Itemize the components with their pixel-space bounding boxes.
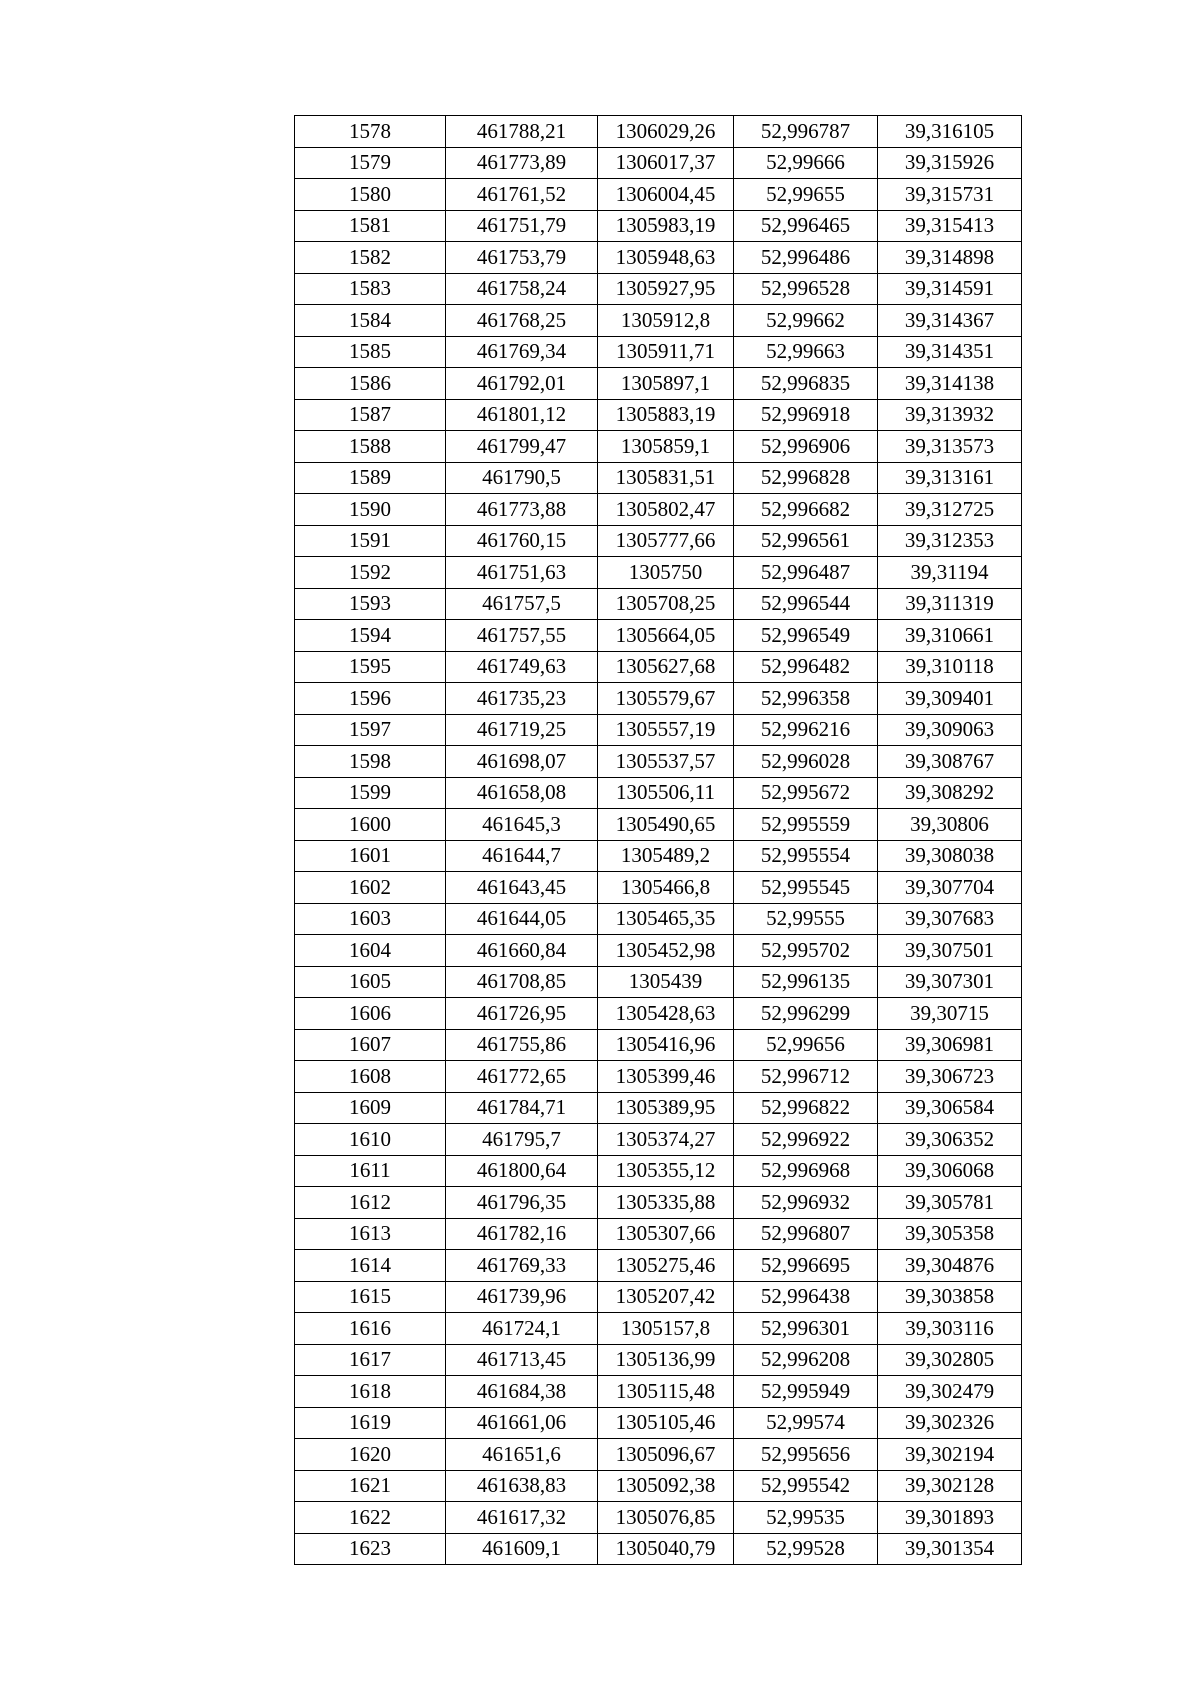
latitude-cell: 52,996549 xyxy=(734,620,878,652)
y-coordinate-cell: 1305911,71 xyxy=(598,336,734,368)
point-number-cell: 1618 xyxy=(295,1376,446,1408)
x-coordinate-cell: 461708,85 xyxy=(446,966,598,998)
longitude-cell: 39,314898 xyxy=(878,242,1022,274)
x-coordinate-cell: 461772,65 xyxy=(446,1061,598,1093)
latitude-cell: 52,995672 xyxy=(734,777,878,809)
table-row xyxy=(295,651,1022,683)
latitude-cell: 52,99662 xyxy=(734,305,878,337)
longitude-cell: 39,306584 xyxy=(878,1092,1022,1124)
latitude-cell: 52,996712 xyxy=(734,1061,878,1093)
longitude-cell: 39,307301 xyxy=(878,966,1022,998)
latitude-cell: 52,996695 xyxy=(734,1250,878,1282)
point-number-cell: 1610 xyxy=(295,1124,446,1156)
latitude-cell: 52,996135 xyxy=(734,966,878,998)
x-coordinate-cell: 461658,08 xyxy=(446,777,598,809)
y-coordinate-cell: 1305537,57 xyxy=(598,746,734,778)
point-number-cell: 1611 xyxy=(295,1155,446,1187)
x-coordinate-cell: 461751,79 xyxy=(446,210,598,242)
table-row xyxy=(295,1029,1022,1061)
x-coordinate-cell: 461757,5 xyxy=(446,588,598,620)
y-coordinate-cell: 1305115,48 xyxy=(598,1376,734,1408)
latitude-cell: 52,996968 xyxy=(734,1155,878,1187)
y-coordinate-cell: 1305105,46 xyxy=(598,1407,734,1439)
table-row xyxy=(295,557,1022,589)
x-coordinate-cell: 461643,45 xyxy=(446,872,598,904)
point-number-cell: 1601 xyxy=(295,840,446,872)
table-row xyxy=(295,1187,1022,1219)
point-number-cell: 1616 xyxy=(295,1313,446,1345)
table-row xyxy=(295,683,1022,715)
point-number-cell: 1584 xyxy=(295,305,446,337)
table-row xyxy=(295,714,1022,746)
table-row xyxy=(295,431,1022,463)
y-coordinate-cell: 1305831,51 xyxy=(598,462,734,494)
latitude-cell: 52,99535 xyxy=(734,1502,878,1534)
y-coordinate-cell: 1305750 xyxy=(598,557,734,589)
latitude-cell: 52,99663 xyxy=(734,336,878,368)
longitude-cell: 39,310118 xyxy=(878,651,1022,683)
table-row xyxy=(295,998,1022,1030)
y-coordinate-cell: 1305883,19 xyxy=(598,399,734,431)
x-coordinate-cell: 461790,5 xyxy=(446,462,598,494)
latitude-cell: 52,99656 xyxy=(734,1029,878,1061)
y-coordinate-cell: 1305416,96 xyxy=(598,1029,734,1061)
longitude-cell: 39,31194 xyxy=(878,557,1022,589)
x-coordinate-cell: 461782,16 xyxy=(446,1218,598,1250)
latitude-cell: 52,996828 xyxy=(734,462,878,494)
latitude-cell: 52,996835 xyxy=(734,368,878,400)
point-number-cell: 1588 xyxy=(295,431,446,463)
longitude-cell: 39,302128 xyxy=(878,1470,1022,1502)
x-coordinate-cell: 461645,3 xyxy=(446,809,598,841)
y-coordinate-cell: 1305664,05 xyxy=(598,620,734,652)
x-coordinate-cell: 461684,38 xyxy=(446,1376,598,1408)
table-row xyxy=(295,1061,1022,1093)
point-number-cell: 1586 xyxy=(295,368,446,400)
longitude-cell: 39,309063 xyxy=(878,714,1022,746)
latitude-cell: 52,996301 xyxy=(734,1313,878,1345)
y-coordinate-cell: 1305389,95 xyxy=(598,1092,734,1124)
longitude-cell: 39,301893 xyxy=(878,1502,1022,1534)
y-coordinate-cell: 1305777,66 xyxy=(598,525,734,557)
latitude-cell: 52,995702 xyxy=(734,935,878,967)
latitude-cell: 52,996932 xyxy=(734,1187,878,1219)
x-coordinate-cell: 461749,63 xyxy=(446,651,598,683)
point-number-cell: 1590 xyxy=(295,494,446,526)
latitude-cell: 52,995949 xyxy=(734,1376,878,1408)
coordinates-table-body xyxy=(295,116,1022,1565)
y-coordinate-cell: 1305466,8 xyxy=(598,872,734,904)
y-coordinate-cell: 1305579,67 xyxy=(598,683,734,715)
table-row xyxy=(295,210,1022,242)
point-number-cell: 1614 xyxy=(295,1250,446,1282)
table-row xyxy=(295,746,1022,778)
table-row xyxy=(295,903,1022,935)
y-coordinate-cell: 1305428,63 xyxy=(598,998,734,1030)
y-coordinate-cell: 1305927,95 xyxy=(598,273,734,305)
table-row xyxy=(295,1502,1022,1534)
latitude-cell: 52,995545 xyxy=(734,872,878,904)
y-coordinate-cell: 1305374,27 xyxy=(598,1124,734,1156)
point-number-cell: 1603 xyxy=(295,903,446,935)
x-coordinate-cell: 461784,71 xyxy=(446,1092,598,1124)
point-number-cell: 1579 xyxy=(295,147,446,179)
longitude-cell: 39,314591 xyxy=(878,273,1022,305)
point-number-cell: 1581 xyxy=(295,210,446,242)
longitude-cell: 39,302326 xyxy=(878,1407,1022,1439)
y-coordinate-cell: 1305465,35 xyxy=(598,903,734,935)
table-row xyxy=(295,588,1022,620)
x-coordinate-cell: 461644,05 xyxy=(446,903,598,935)
table-row xyxy=(295,494,1022,526)
y-coordinate-cell: 1305355,12 xyxy=(598,1155,734,1187)
y-coordinate-cell: 1305912,8 xyxy=(598,305,734,337)
table-row xyxy=(295,305,1022,337)
table-row xyxy=(295,1470,1022,1502)
y-coordinate-cell: 1305557,19 xyxy=(598,714,734,746)
y-coordinate-cell: 1305708,25 xyxy=(598,588,734,620)
y-coordinate-cell: 1305439 xyxy=(598,966,734,998)
point-number-cell: 1604 xyxy=(295,935,446,967)
latitude-cell: 52,996358 xyxy=(734,683,878,715)
latitude-cell: 52,996822 xyxy=(734,1092,878,1124)
y-coordinate-cell: 1305076,85 xyxy=(598,1502,734,1534)
y-coordinate-cell: 1305897,1 xyxy=(598,368,734,400)
latitude-cell: 52,99555 xyxy=(734,903,878,935)
x-coordinate-cell: 461739,96 xyxy=(446,1281,598,1313)
x-coordinate-cell: 461757,55 xyxy=(446,620,598,652)
y-coordinate-cell: 1306004,45 xyxy=(598,179,734,211)
point-number-cell: 1578 xyxy=(295,116,446,148)
x-coordinate-cell: 461760,15 xyxy=(446,525,598,557)
longitude-cell: 39,302479 xyxy=(878,1376,1022,1408)
y-coordinate-cell: 1305859,1 xyxy=(598,431,734,463)
latitude-cell: 52,996208 xyxy=(734,1344,878,1376)
point-number-cell: 1619 xyxy=(295,1407,446,1439)
table-row xyxy=(295,1250,1022,1282)
latitude-cell: 52,996922 xyxy=(734,1124,878,1156)
table-row xyxy=(295,872,1022,904)
point-number-cell: 1580 xyxy=(295,179,446,211)
latitude-cell: 52,996465 xyxy=(734,210,878,242)
latitude-cell: 52,996807 xyxy=(734,1218,878,1250)
point-number-cell: 1615 xyxy=(295,1281,446,1313)
x-coordinate-cell: 461799,47 xyxy=(446,431,598,463)
y-coordinate-cell: 1305452,98 xyxy=(598,935,734,967)
point-number-cell: 1596 xyxy=(295,683,446,715)
y-coordinate-cell: 1305040,79 xyxy=(598,1533,734,1565)
latitude-cell: 52,99666 xyxy=(734,147,878,179)
y-coordinate-cell: 1305802,47 xyxy=(598,494,734,526)
y-coordinate-cell: 1305399,46 xyxy=(598,1061,734,1093)
point-number-cell: 1599 xyxy=(295,777,446,809)
table-row xyxy=(295,368,1022,400)
latitude-cell: 52,996682 xyxy=(734,494,878,526)
x-coordinate-cell: 461719,25 xyxy=(446,714,598,746)
y-coordinate-cell: 1305136,99 xyxy=(598,1344,734,1376)
longitude-cell: 39,312353 xyxy=(878,525,1022,557)
y-coordinate-cell: 1305490,65 xyxy=(598,809,734,841)
longitude-cell: 39,314367 xyxy=(878,305,1022,337)
table-row xyxy=(295,273,1022,305)
latitude-cell: 52,996906 xyxy=(734,431,878,463)
longitude-cell: 39,313932 xyxy=(878,399,1022,431)
y-coordinate-cell: 1305627,68 xyxy=(598,651,734,683)
latitude-cell: 52,99574 xyxy=(734,1407,878,1439)
table-row xyxy=(295,1439,1022,1471)
y-coordinate-cell: 1305096,67 xyxy=(598,1439,734,1471)
x-coordinate-cell: 461761,52 xyxy=(446,179,598,211)
longitude-cell: 39,307501 xyxy=(878,935,1022,967)
longitude-cell: 39,308292 xyxy=(878,777,1022,809)
point-number-cell: 1585 xyxy=(295,336,446,368)
table-row xyxy=(295,966,1022,998)
longitude-cell: 39,313573 xyxy=(878,431,1022,463)
table-row xyxy=(295,1376,1022,1408)
x-coordinate-cell: 461773,89 xyxy=(446,147,598,179)
table-row xyxy=(295,777,1022,809)
longitude-cell: 39,301354 xyxy=(878,1533,1022,1565)
y-coordinate-cell: 1306029,26 xyxy=(598,116,734,148)
table-row xyxy=(295,116,1022,148)
x-coordinate-cell: 461796,35 xyxy=(446,1187,598,1219)
latitude-cell: 52,996544 xyxy=(734,588,878,620)
x-coordinate-cell: 461755,86 xyxy=(446,1029,598,1061)
latitude-cell: 52,995554 xyxy=(734,840,878,872)
point-number-cell: 1606 xyxy=(295,998,446,1030)
longitude-cell: 39,306068 xyxy=(878,1155,1022,1187)
x-coordinate-cell: 461713,45 xyxy=(446,1344,598,1376)
x-coordinate-cell: 461638,83 xyxy=(446,1470,598,1502)
table-row xyxy=(295,1533,1022,1565)
y-coordinate-cell: 1305983,19 xyxy=(598,210,734,242)
table-row xyxy=(295,809,1022,841)
point-number-cell: 1612 xyxy=(295,1187,446,1219)
latitude-cell: 52,996561 xyxy=(734,525,878,557)
y-coordinate-cell: 1305506,11 xyxy=(598,777,734,809)
longitude-cell: 39,308038 xyxy=(878,840,1022,872)
point-number-cell: 1620 xyxy=(295,1439,446,1471)
x-coordinate-cell: 461801,12 xyxy=(446,399,598,431)
latitude-cell: 52,996028 xyxy=(734,746,878,778)
point-number-cell: 1623 xyxy=(295,1533,446,1565)
x-coordinate-cell: 461644,7 xyxy=(446,840,598,872)
point-number-cell: 1613 xyxy=(295,1218,446,1250)
longitude-cell: 39,308767 xyxy=(878,746,1022,778)
latitude-cell: 52,996216 xyxy=(734,714,878,746)
y-coordinate-cell: 1305275,46 xyxy=(598,1250,734,1282)
longitude-cell: 39,30806 xyxy=(878,809,1022,841)
table-row xyxy=(295,1344,1022,1376)
y-coordinate-cell: 1305207,42 xyxy=(598,1281,734,1313)
longitude-cell: 39,312725 xyxy=(878,494,1022,526)
point-number-cell: 1608 xyxy=(295,1061,446,1093)
table-row xyxy=(295,147,1022,179)
longitude-cell: 39,30715 xyxy=(878,998,1022,1030)
point-number-cell: 1617 xyxy=(295,1344,446,1376)
x-coordinate-cell: 461660,84 xyxy=(446,935,598,967)
x-coordinate-cell: 461735,23 xyxy=(446,683,598,715)
table-row xyxy=(295,1218,1022,1250)
longitude-cell: 39,303116 xyxy=(878,1313,1022,1345)
x-coordinate-cell: 461751,63 xyxy=(446,557,598,589)
x-coordinate-cell: 461792,01 xyxy=(446,368,598,400)
latitude-cell: 52,996438 xyxy=(734,1281,878,1313)
longitude-cell: 39,306723 xyxy=(878,1061,1022,1093)
x-coordinate-cell: 461788,21 xyxy=(446,116,598,148)
x-coordinate-cell: 461800,64 xyxy=(446,1155,598,1187)
latitude-cell: 52,99528 xyxy=(734,1533,878,1565)
y-coordinate-cell: 1306017,37 xyxy=(598,147,734,179)
table-row xyxy=(295,935,1022,967)
longitude-cell: 39,303858 xyxy=(878,1281,1022,1313)
longitude-cell: 39,314138 xyxy=(878,368,1022,400)
latitude-cell: 52,99655 xyxy=(734,179,878,211)
x-coordinate-cell: 461753,79 xyxy=(446,242,598,274)
longitude-cell: 39,306981 xyxy=(878,1029,1022,1061)
table-row xyxy=(295,1155,1022,1187)
x-coordinate-cell: 461661,06 xyxy=(446,1407,598,1439)
table-row xyxy=(295,525,1022,557)
point-number-cell: 1595 xyxy=(295,651,446,683)
latitude-cell: 52,995542 xyxy=(734,1470,878,1502)
longitude-cell: 39,313161 xyxy=(878,462,1022,494)
table-row xyxy=(295,1407,1022,1439)
x-coordinate-cell: 461769,33 xyxy=(446,1250,598,1282)
longitude-cell: 39,306352 xyxy=(878,1124,1022,1156)
point-number-cell: 1607 xyxy=(295,1029,446,1061)
point-number-cell: 1602 xyxy=(295,872,446,904)
longitude-cell: 39,307704 xyxy=(878,872,1022,904)
point-number-cell: 1587 xyxy=(295,399,446,431)
latitude-cell: 52,995656 xyxy=(734,1439,878,1471)
x-coordinate-cell: 461758,24 xyxy=(446,273,598,305)
x-coordinate-cell: 461651,6 xyxy=(446,1439,598,1471)
longitude-cell: 39,315926 xyxy=(878,147,1022,179)
x-coordinate-cell: 461795,7 xyxy=(446,1124,598,1156)
point-number-cell: 1609 xyxy=(295,1092,446,1124)
y-coordinate-cell: 1305335,88 xyxy=(598,1187,734,1219)
x-coordinate-cell: 461773,88 xyxy=(446,494,598,526)
table-row xyxy=(295,1092,1022,1124)
latitude-cell: 52,996487 xyxy=(734,557,878,589)
point-number-cell: 1598 xyxy=(295,746,446,778)
point-number-cell: 1582 xyxy=(295,242,446,274)
longitude-cell: 39,316105 xyxy=(878,116,1022,148)
longitude-cell: 39,304876 xyxy=(878,1250,1022,1282)
table-row xyxy=(295,1281,1022,1313)
table-row xyxy=(295,1313,1022,1345)
point-number-cell: 1589 xyxy=(295,462,446,494)
point-number-cell: 1593 xyxy=(295,588,446,620)
longitude-cell: 39,310661 xyxy=(878,620,1022,652)
point-number-cell: 1605 xyxy=(295,966,446,998)
table-row xyxy=(295,399,1022,431)
x-coordinate-cell: 461617,32 xyxy=(446,1502,598,1534)
table-row xyxy=(295,336,1022,368)
x-coordinate-cell: 461609,1 xyxy=(446,1533,598,1565)
latitude-cell: 52,996299 xyxy=(734,998,878,1030)
longitude-cell: 39,315731 xyxy=(878,179,1022,211)
latitude-cell: 52,996787 xyxy=(734,116,878,148)
y-coordinate-cell: 1305092,38 xyxy=(598,1470,734,1502)
y-coordinate-cell: 1305948,63 xyxy=(598,242,734,274)
x-coordinate-cell: 461724,1 xyxy=(446,1313,598,1345)
table-row xyxy=(295,840,1022,872)
longitude-cell: 39,302805 xyxy=(878,1344,1022,1376)
point-number-cell: 1597 xyxy=(295,714,446,746)
table-row xyxy=(295,462,1022,494)
longitude-cell: 39,305781 xyxy=(878,1187,1022,1219)
x-coordinate-cell: 461768,25 xyxy=(446,305,598,337)
point-number-cell: 1583 xyxy=(295,273,446,305)
point-number-cell: 1591 xyxy=(295,525,446,557)
table-row xyxy=(295,620,1022,652)
coordinates-table xyxy=(294,115,1022,1565)
table-row xyxy=(295,242,1022,274)
longitude-cell: 39,314351 xyxy=(878,336,1022,368)
y-coordinate-cell: 1305157,8 xyxy=(598,1313,734,1345)
point-number-cell: 1594 xyxy=(295,620,446,652)
point-number-cell: 1622 xyxy=(295,1502,446,1534)
latitude-cell: 52,996486 xyxy=(734,242,878,274)
latitude-cell: 52,995559 xyxy=(734,809,878,841)
x-coordinate-cell: 461769,34 xyxy=(446,336,598,368)
latitude-cell: 52,996482 xyxy=(734,651,878,683)
x-coordinate-cell: 461698,07 xyxy=(446,746,598,778)
y-coordinate-cell: 1305307,66 xyxy=(598,1218,734,1250)
longitude-cell: 39,307683 xyxy=(878,903,1022,935)
point-number-cell: 1600 xyxy=(295,809,446,841)
point-number-cell: 1621 xyxy=(295,1470,446,1502)
point-number-cell: 1592 xyxy=(295,557,446,589)
longitude-cell: 39,302194 xyxy=(878,1439,1022,1471)
table-row xyxy=(295,1124,1022,1156)
longitude-cell: 39,309401 xyxy=(878,683,1022,715)
latitude-cell: 52,996528 xyxy=(734,273,878,305)
latitude-cell: 52,996918 xyxy=(734,399,878,431)
longitude-cell: 39,305358 xyxy=(878,1218,1022,1250)
y-coordinate-cell: 1305489,2 xyxy=(598,840,734,872)
longitude-cell: 39,315413 xyxy=(878,210,1022,242)
table-row xyxy=(295,179,1022,211)
longitude-cell: 39,311319 xyxy=(878,588,1022,620)
x-coordinate-cell: 461726,95 xyxy=(446,998,598,1030)
